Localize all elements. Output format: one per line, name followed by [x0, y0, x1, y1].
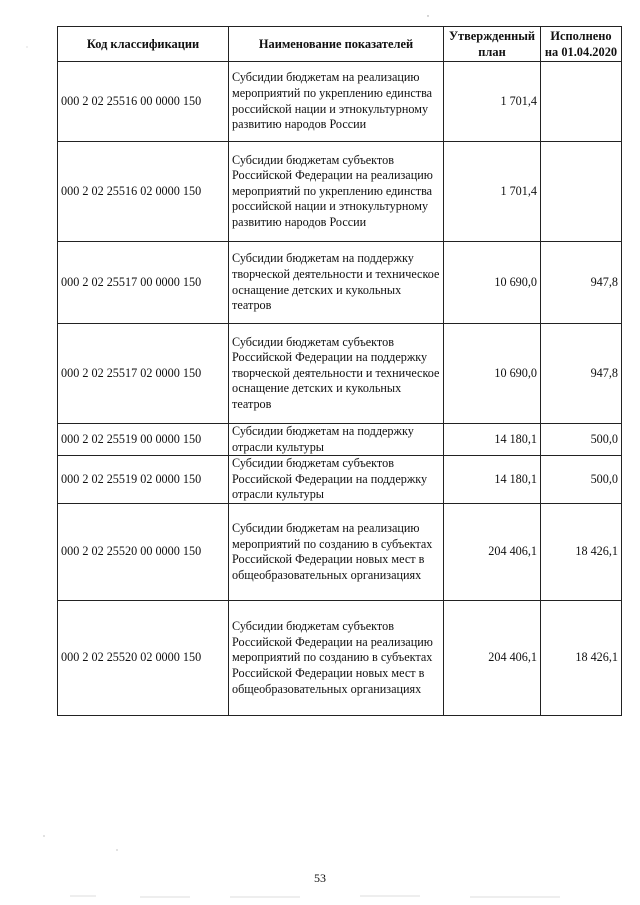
cell-name: Субсидии бюджетам субъектов Российской Федерации на поддержку отрасли культуры [229, 456, 444, 504]
cell-code: 000 2 02 25520 02 0000 150 [58, 601, 229, 716]
cell-code: 000 2 02 25516 00 0000 150 [58, 62, 229, 142]
table-row [58, 504, 622, 601]
header-done: Исполнено на 01.04.2020 [541, 27, 622, 62]
cell-plan: 1 701,4 [444, 62, 541, 142]
cell-done: 18 426,1 [541, 504, 622, 601]
table-row [58, 601, 622, 716]
cell-name: Субсидии бюджетам на поддержку творческой деятельности и техническое оснащение детских и кукольных театров [229, 242, 444, 324]
cell-code: 000 2 02 25517 00 0000 150 [58, 242, 229, 324]
cell-name: Субсидии бюджетам субъектов Российской Федерации на реализацию мероприятий по созданию в субъектах Российской Федерации новых мест в общеобразовательных организациях [229, 601, 444, 716]
cell-done [541, 62, 622, 142]
cell-done: 500,0 [541, 456, 622, 504]
cell-name: Субсидии бюджетам субъектов Российской Федерации на реализацию мероприятий по укреплению единства российской нации и этнокультурному развитию народов России [229, 142, 444, 242]
header-name: Наименование показателей [229, 27, 444, 62]
cell-plan: 204 406,1 [444, 504, 541, 601]
page-number: 53 [314, 871, 326, 885]
table-row [58, 324, 622, 424]
table-row [58, 142, 622, 242]
table-row [58, 242, 622, 324]
cell-done: 947,8 [541, 242, 622, 324]
cell-plan: 204 406,1 [444, 601, 541, 716]
cell-name: Субсидии бюджетам на реализацию мероприятий по укреплению единства российской нации и этнокультурному развитию народов России [229, 62, 444, 142]
header-code: Код классификации [58, 27, 229, 62]
table-row [58, 62, 622, 142]
cell-done [541, 142, 622, 242]
cell-name: Субсидии бюджетам на реализацию мероприятий по созданию в субъектах Российской Федерации новых мест в общеобразовательных организациях [229, 504, 444, 601]
cell-code: 000 2 02 25520 00 0000 150 [58, 504, 229, 601]
cell-done: 947,8 [541, 324, 622, 424]
budget-table [57, 26, 622, 716]
cell-code: 000 2 02 25516 02 0000 150 [58, 142, 229, 242]
cell-done: 18 426,1 [541, 601, 622, 716]
cell-plan: 10 690,0 [444, 324, 541, 424]
cell-plan: 14 180,1 [444, 424, 541, 456]
cell-done: 500,0 [541, 424, 622, 456]
cell-plan: 14 180,1 [444, 456, 541, 504]
table-row [58, 456, 622, 504]
table-row [58, 424, 622, 456]
cell-name: Субсидии бюджетам на поддержку отрасли культуры [229, 424, 444, 456]
cell-code: 000 2 02 25519 02 0000 150 [58, 456, 229, 504]
header-plan: Утвержденный план [444, 27, 541, 62]
cell-name: Субсидии бюджетам субъектов Российской Федерации на поддержку творческой деятельности и техническое оснащение детских и кукольных театров [229, 324, 444, 424]
cell-code: 000 2 02 25519 00 0000 150 [58, 424, 229, 456]
table-header-row [58, 27, 622, 62]
cell-plan: 1 701,4 [444, 142, 541, 242]
cell-code: 000 2 02 25517 02 0000 150 [58, 324, 229, 424]
cell-plan: 10 690,0 [444, 242, 541, 324]
